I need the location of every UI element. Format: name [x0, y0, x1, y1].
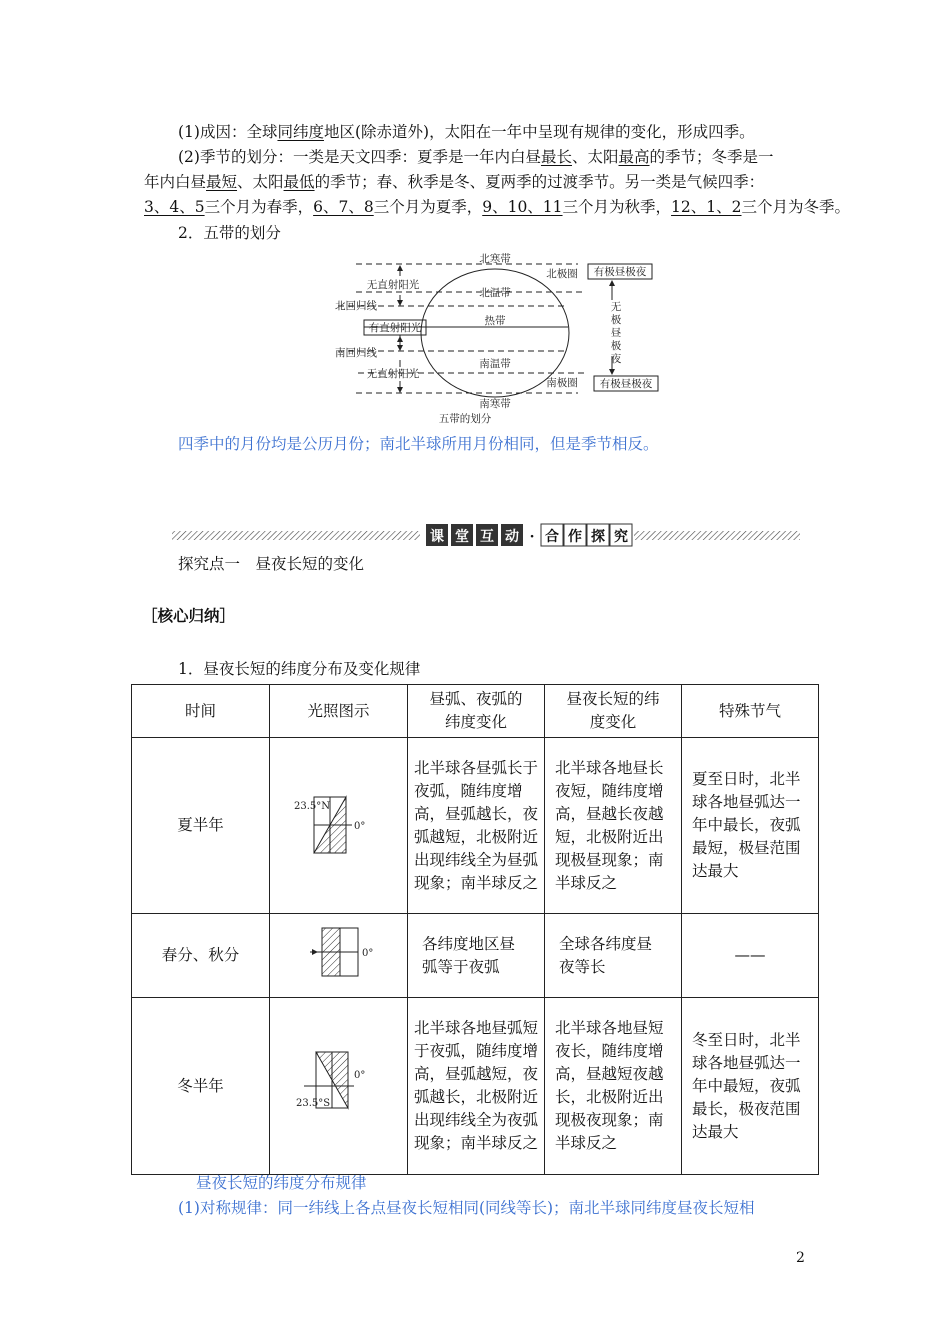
- header-length: 昼夜长短的纬度变化: [545, 685, 682, 738]
- banner-char-7: 探: [591, 529, 605, 545]
- label-antarctic-circle: 南极圈: [546, 377, 578, 389]
- rule-blue-line-1: (1)对称规律：同一纬线上各点昼夜长短相同(同线等长)；南北半球同纬度昼夜长短相: [178, 1199, 755, 1217]
- figure-zero-winter: 0°: [353, 1069, 365, 1081]
- label-north-temperate: 北温带: [479, 287, 511, 299]
- label-no-polar-4: 极: [610, 340, 622, 352]
- diagram-caption: 五带的划分: [438, 413, 492, 425]
- cell-figure-winter: [270, 998, 408, 1175]
- banner-dot: ·: [529, 529, 535, 545]
- label-tropic-capricorn: 南回归线: [335, 347, 377, 359]
- cell-term-winter: 冬至日时，北半球各地昼弧达一年中最短，夜弧最长，极夜范围达最大: [682, 998, 819, 1175]
- banner-char-8: 究: [614, 529, 628, 545]
- banner-char-1: 课: [430, 529, 444, 545]
- header-term: 特殊节气: [682, 685, 819, 738]
- label-no-direct-bottom: 无直射阳光: [366, 368, 420, 380]
- label-torrid: 热带: [484, 315, 506, 327]
- section-banner: [172, 522, 800, 548]
- banner-char-3: 互: [480, 529, 494, 545]
- label-south-temperate: 南温带: [479, 358, 511, 370]
- header-time: 时间: [132, 685, 270, 738]
- figure-zero-equinox: 0°: [361, 948, 373, 959]
- label-tropic-cancer: 北回归线: [335, 300, 377, 312]
- label-arctic-circle: 北极圈: [546, 268, 578, 280]
- cell-length-summer: 北半球各地昼长夜短，随纬度增高，昼越长夜越短，北极附近出现极昼现象；南半球反之: [545, 738, 682, 914]
- table-row: [132, 738, 819, 914]
- cell-arc-winter: 北半球各地昼弧短于夜弧，随纬度增高，昼弧越短，夜弧越长，北极附近出现纬线全为夜弧现象；南半球反之: [408, 998, 545, 1175]
- cell-term-summer: 夏至日时，北半球各地昼弧达一年中最长，夜弧最短，极昼范围达最大: [682, 738, 819, 914]
- explore-title: 探究点一 昼夜长短的变化: [178, 555, 365, 573]
- illumination-figure-equinox: [294, 924, 384, 980]
- cell-time-winter: 冬半年: [132, 998, 270, 1175]
- cell-arc-equinox: 各纬度地区昼弧等于夜弧: [408, 914, 545, 998]
- five-zones-diagram: [318, 250, 663, 428]
- figure-zero-summer: 0°: [353, 821, 365, 832]
- rule-blue-title: 昼夜长短的纬度分布规律: [196, 1174, 367, 1192]
- banner-char-6: 作: [568, 529, 582, 545]
- table-row: [132, 998, 819, 1175]
- label-polar-box-bottom: 有极昼极夜: [599, 378, 653, 390]
- cell-figure-equinox: [270, 914, 408, 998]
- label-direct-box: 有直射阳光: [368, 322, 422, 334]
- label-polar-box-top: 有极昼极夜: [593, 266, 647, 278]
- header-figure: 光照图示: [270, 685, 408, 738]
- core-title: ［核心归纳］: [142, 606, 236, 625]
- cell-arc-summer: 北半球各昼弧长于夜弧，随纬度增高，昼弧越长，夜弧越短，北极附近出现纬线全为昼弧现象；南半球反之: [408, 738, 545, 914]
- cell-figure-summer: [270, 738, 408, 914]
- table-row: [132, 914, 819, 998]
- cell-time-summer: 夏半年: [132, 738, 270, 914]
- cell-length-equinox: 全球各纬度昼夜等长: [545, 914, 682, 998]
- cell-term-equinox: ——: [682, 914, 819, 998]
- section-heading-five-zones: 2．五带的划分: [178, 224, 281, 242]
- header-arc: 昼弧、夜弧的纬度变化: [408, 685, 545, 738]
- label-no-direct-top: 无直射阳光: [366, 279, 420, 291]
- intro-line-4: 3、4、5三个月为春季，6、7、8三个月为夏季，9、10、11三个月为秋季，12、1、2三个月为冬季。: [144, 198, 851, 216]
- label-no-polar-2: 极: [610, 314, 622, 326]
- banner-char-4: 动: [505, 529, 519, 545]
- banner-char-5: 合: [545, 529, 559, 545]
- label-north-frigid: 北寒带: [479, 253, 511, 265]
- figure-label-winter: 23.5°S: [295, 1097, 330, 1109]
- illumination-figure-winter: [294, 1048, 384, 1118]
- note-blue: 四季中的月份均是公历月份；南北半球所用月份相同，但是季节相反。: [178, 435, 659, 453]
- intro-line-2: (2)季节的划分：一类是天文四季：夏季是一年内白昼最长、太阳最高的季节；冬季是一: [178, 148, 774, 166]
- intro-line-1: (1)成因：全球同纬度地区(除赤道外)，太阳在一年中呈现有规律的变化，形成四季。: [178, 123, 755, 141]
- cell-time-equinox: 春分、秋分: [132, 914, 270, 998]
- label-no-polar-5: 夜: [610, 353, 622, 365]
- figure-label-summer: 23.5°N: [293, 801, 330, 812]
- day-night-table: [131, 684, 819, 1175]
- label-south-frigid: 南寒带: [479, 398, 511, 410]
- table-title: 1．昼夜长短的纬度分布及变化规律: [178, 660, 421, 678]
- illumination-figure-summer: [294, 787, 384, 857]
- page-number: 2: [796, 1250, 805, 1266]
- table-header-row: [132, 685, 819, 738]
- label-no-polar-3: 昼: [610, 327, 622, 339]
- banner-char-2: 堂: [455, 529, 469, 545]
- cell-length-winter: 北半球各地昼短夜长，随纬度增高，昼越短夜越长，北极附近出现极夜现象；南半球反之: [545, 998, 682, 1175]
- intro-line-3: 年内白昼最短、太阳最低的季节；春、秋季是冬、夏两季的过渡季节。另一类是气候四季：: [144, 173, 765, 191]
- label-no-polar-1: 无: [610, 301, 622, 313]
